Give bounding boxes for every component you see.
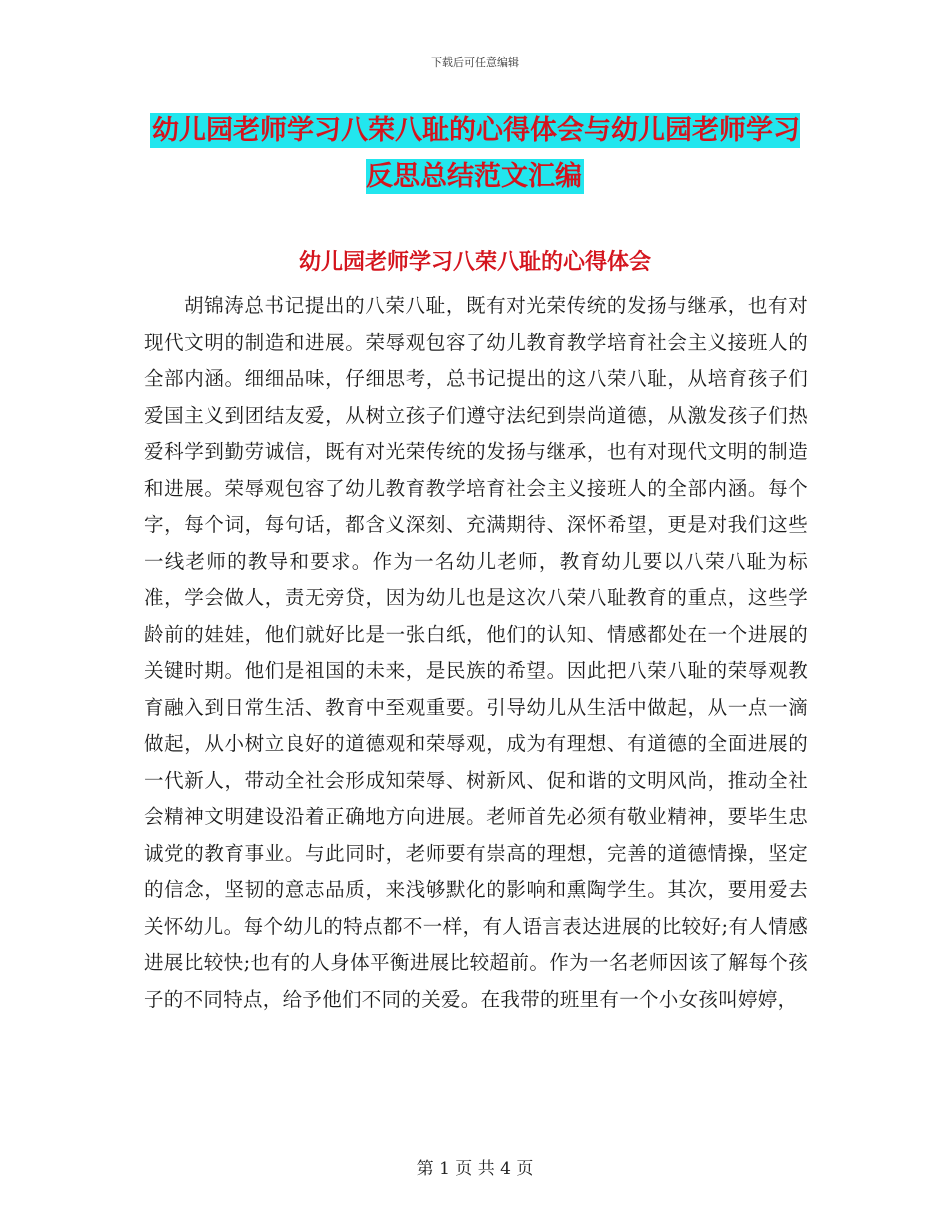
body-paragraph: 胡锦涛总书记提出的八荣八耻，既有对光荣传统的发扬与继承，也有对现代文明的制造和进展。荣辱观包容了幼儿教育教学培育社会主义接班人的全部内涵。细细品味，仔细思考，总书记提出的这八荣八耻，从培育孩子们爱国主义到团结友爱，从树立孩子们遵守法纪到崇尚道德，从激发孩子们热爱科学到勤劳诚信，既有对光荣传统的发扬与继承，也有对现代文明的制造和进展。荣辱观包容了幼儿教育教学培育社会主义接班人的全部内涵。每个字，每个词，每句话，都含义深刻、充满期待、深怀希望，更是对我们这些一线老师的教导和要求。作为一名幼儿老师，教育幼儿要以八荣八耻为标准，学会做人，责无旁贷，因为幼儿也是这次八荣八耻教育的重点，这些学龄前的娃娃，他们就好比是一张白纸，他们的认知、情感都处在一个进展的关键时期。他们是祖国的未来，是民族的希望。因此把八荣八耻的荣辱观教育融入到日常生活、教育中至观重要。引导幼儿从生活中做起，从一点一滴做起，从小树立良好的道德观和荣辱观，成为有理想、有道德的全面进展的一代新人，带动全社会形成知荣辱、树新风、促和谐的文明风尚，推动全社会精神文明建设沿着正确地方向进展。老师首先必须有敬业精神，要毕生忠诚党的教育事业。与此同时，老师要有崇高的理想，完善的道德情操，坚定的信念，坚韧的意志品质，来浅够默化的影响和熏陶学生。其次，要用爱去关怀幼儿。每个幼儿的特点都不一样，有人语言表达进展的比较好;有人情感进展比较快;也有的人身体平衡进展比较超前。作为一名老师因该了解每个孩子的不同特点，给予他们不同的关爱。在我带的班里有一个小女孩叫婷婷，: [144, 294, 808, 1011]
header-note: 下载后可任意编辑: [431, 56, 519, 69]
document-title-text: 幼儿园老师学习八荣八耻的心得体会与幼儿园老师学习反思总结范文汇编: [152, 115, 800, 192]
document-title: [145, 108, 805, 200]
section-title: 幼儿园老师学习八荣八耻的心得体会: [298, 250, 651, 275]
page-footer: 第 1 页 共 4 页: [416, 1159, 534, 1179]
